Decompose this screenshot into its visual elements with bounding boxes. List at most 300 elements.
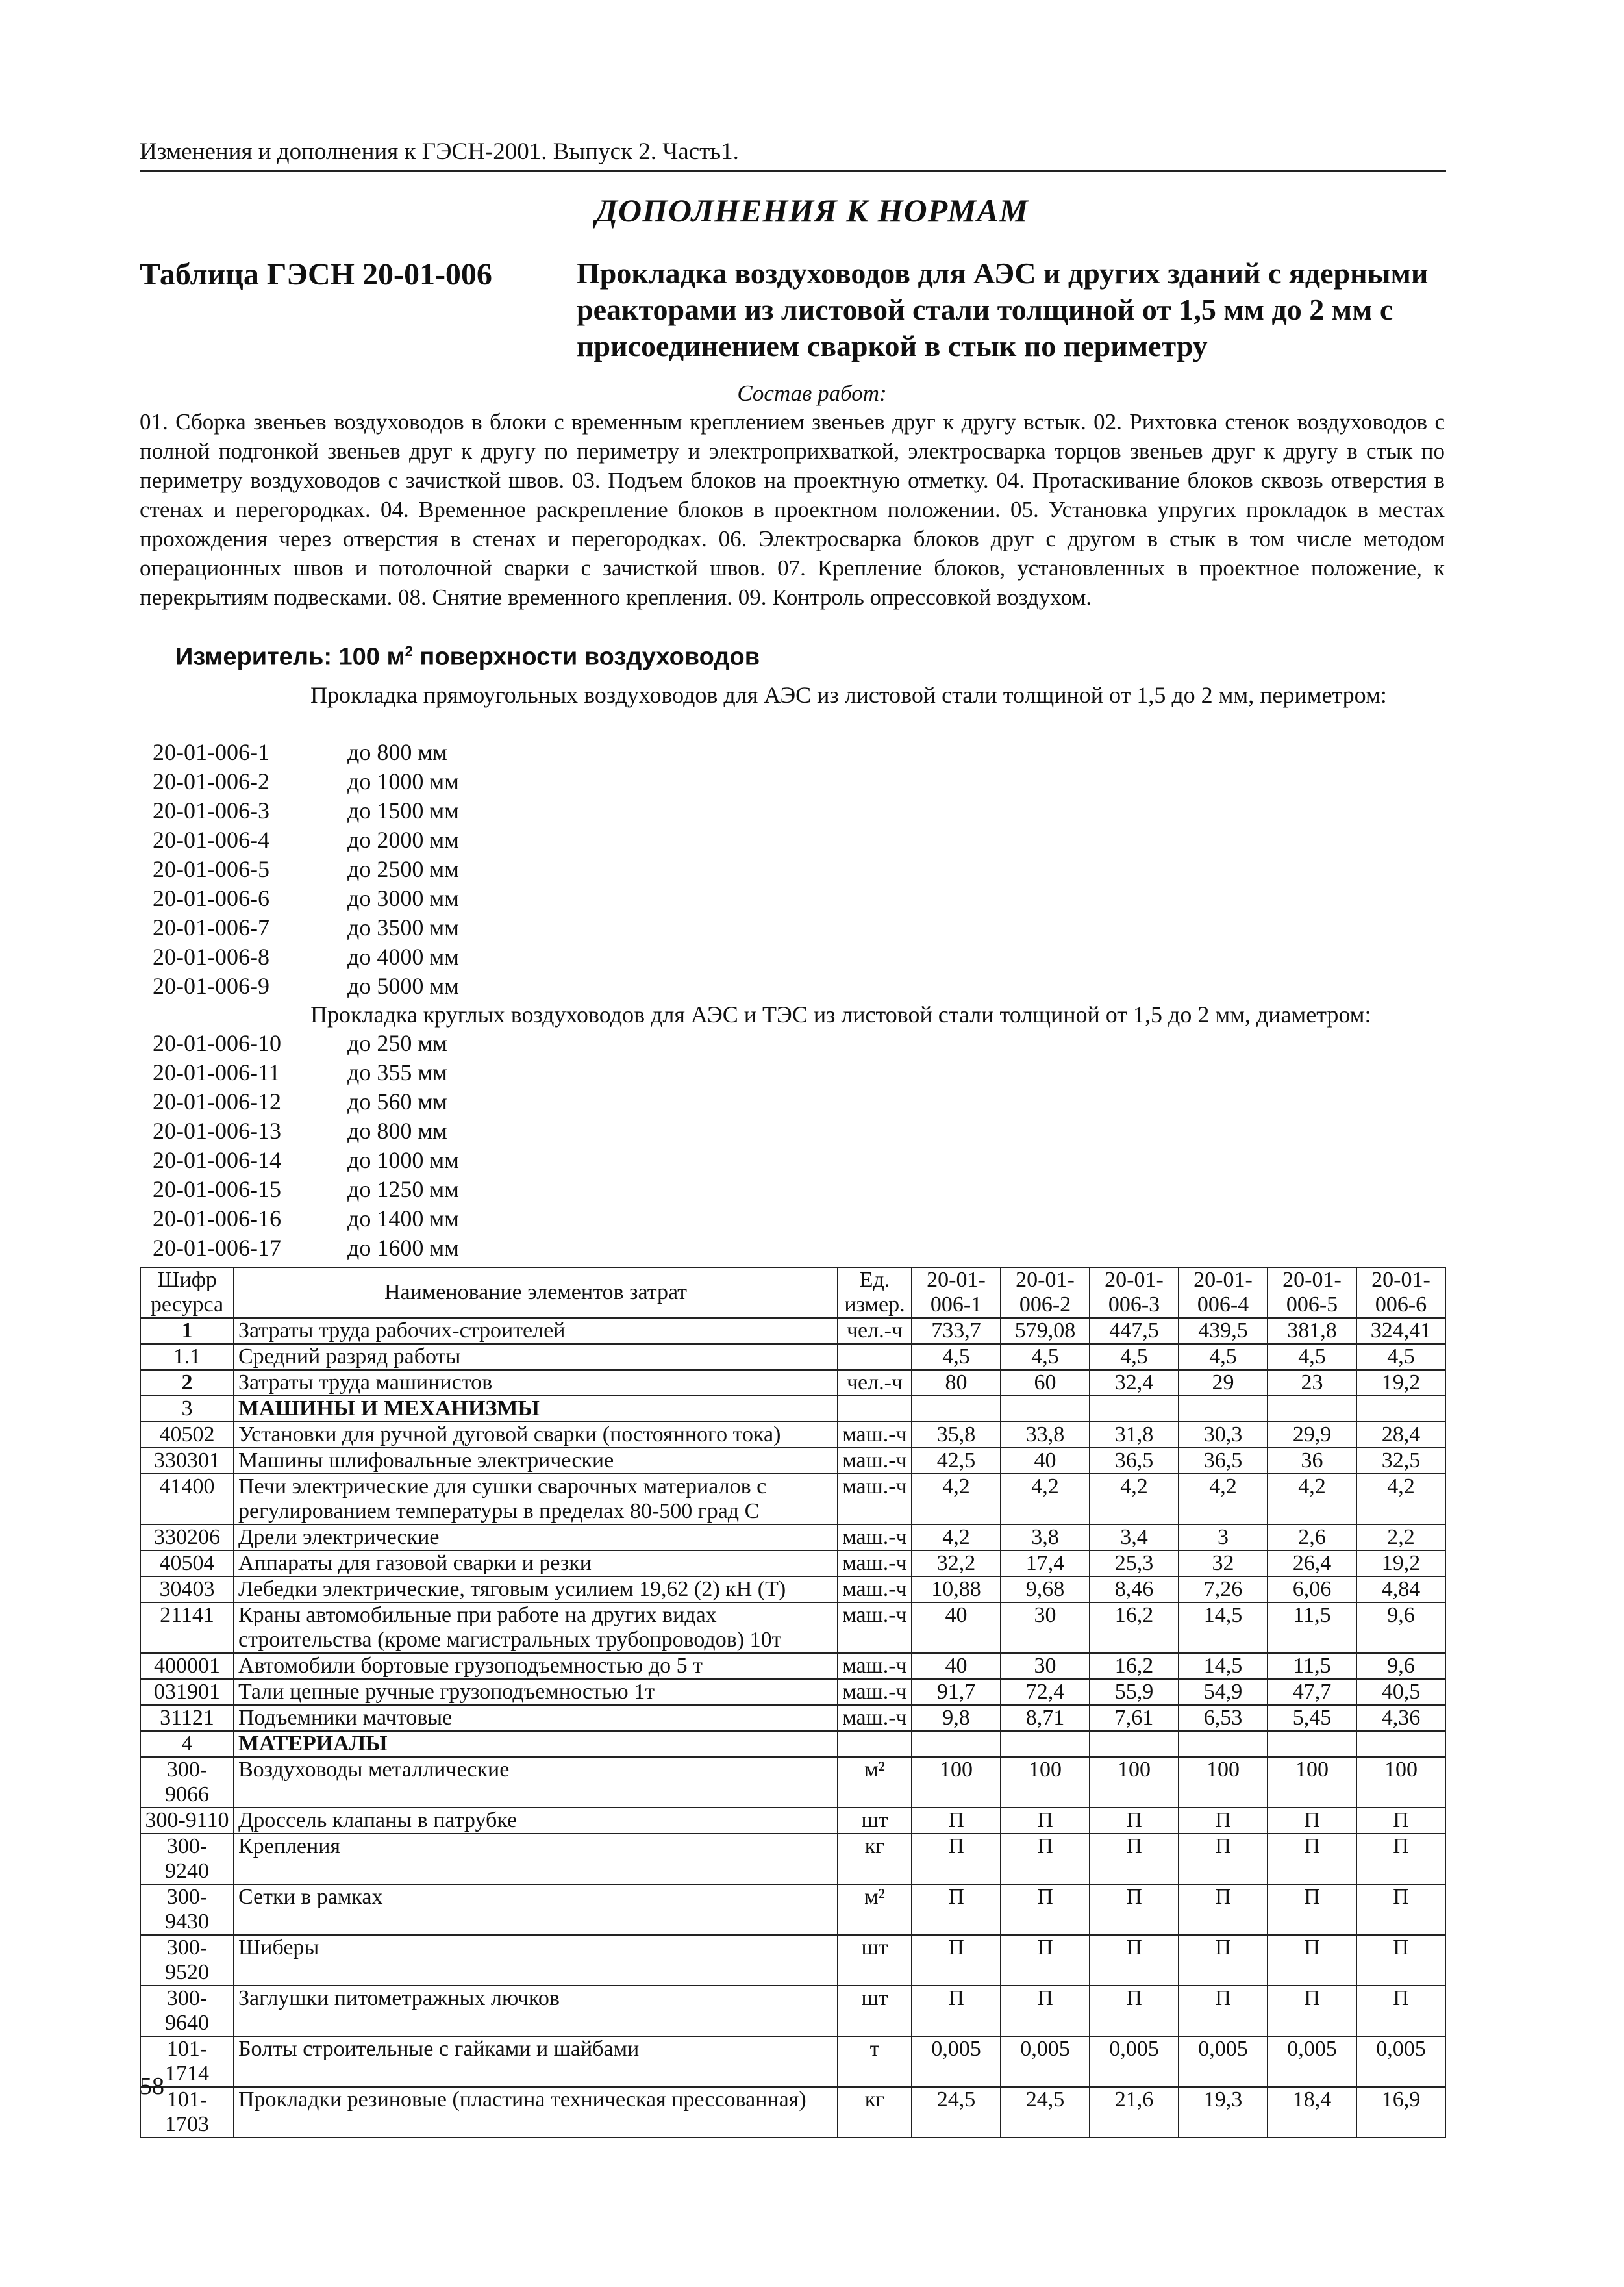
cell-value [1268, 1731, 1356, 1757]
cell-value: 47,7 [1268, 1679, 1356, 1705]
cell-value: 8,71 [1001, 1705, 1090, 1731]
table-body [140, 1318, 1445, 2138]
cell-value: 32,2 [912, 1550, 1001, 1576]
item-code: 20-01-006-16 [153, 1206, 281, 1232]
cell-value: 439,5 [1179, 1318, 1268, 1344]
table-row [140, 1576, 1445, 1602]
cell-value [912, 1731, 1001, 1757]
table-header-row [140, 1267, 1445, 1318]
cell-code: 40504 [140, 1550, 234, 1576]
cell-value: 4,5 [1179, 1344, 1268, 1370]
cell-value: 447,5 [1090, 1318, 1179, 1344]
cell-value: П [1268, 1834, 1356, 1884]
cell-code: 3 [140, 1396, 234, 1422]
cell-value: 23 [1268, 1370, 1356, 1396]
cell-value: 100 [912, 1757, 1001, 1808]
cell-value: П [1090, 1834, 1179, 1884]
cell-value: 26,4 [1268, 1550, 1356, 1576]
cell-value: 16,9 [1356, 2087, 1445, 2138]
header-col-2: 20-01-006-2 [1001, 1267, 1090, 1318]
list-item [153, 1029, 459, 1058]
cell-value: П [1356, 1935, 1445, 1986]
list-item [153, 796, 459, 826]
cell-value: 11,5 [1268, 1602, 1356, 1653]
cell-value: 54,9 [1179, 1679, 1268, 1705]
cell-value [1090, 1731, 1179, 1757]
cell-value: 100 [1268, 1757, 1356, 1808]
cell-value: П [1356, 1986, 1445, 2036]
cell-name: Сетки в рамках [234, 1884, 838, 1935]
cell-value: 100 [1179, 1757, 1268, 1808]
item-label: до 1500 мм [347, 798, 459, 824]
table-row [140, 1884, 1445, 1935]
cell-value: 60 [1001, 1370, 1090, 1396]
group-rectangular-intro: Прокладка прямоугольных воздуховодов для АЭС из листовой стали толщиной от 1,5 до 2 мм, периметром: [310, 682, 1387, 708]
cell-value: 100 [1001, 1757, 1090, 1808]
cell-value: П [912, 1808, 1001, 1834]
header-col-5: 20-01-006-5 [1268, 1267, 1356, 1318]
cell-name: Затраты труда машинистов [234, 1370, 838, 1396]
cell-value: 0,005 [1356, 2036, 1445, 2087]
cell-value: П [1268, 1884, 1356, 1935]
cell-value: 4,2 [1179, 1474, 1268, 1524]
cell-code: 1 [140, 1318, 234, 1344]
item-code: 20-01-006-8 [153, 944, 269, 970]
cell-unit: шт [838, 1808, 912, 1834]
list-item [153, 1175, 459, 1204]
cell-value: 19,2 [1356, 1370, 1445, 1396]
table-row [140, 1679, 1445, 1705]
cell-value: 4,5 [1268, 1344, 1356, 1370]
cell-value: П [912, 1834, 1001, 1884]
cell-code: 330301 [140, 1448, 234, 1474]
cell-value: П [1179, 1834, 1268, 1884]
cell-unit: м² [838, 1757, 912, 1808]
page-number: 58 [140, 2073, 164, 2100]
cell-value: П [912, 1935, 1001, 1986]
cell-name: Дрели электрические [234, 1524, 838, 1550]
cell-value: 0,005 [912, 2036, 1001, 2087]
cell-name: Печи электрические для сушки сварочных материалов с регулированием температуры в пределах 80-500 град С [234, 1474, 838, 1524]
item-label: до 1000 мм [347, 1147, 459, 1173]
cell-value: 11,5 [1268, 1653, 1356, 1679]
list-item [153, 1087, 459, 1117]
cell-value: 4,2 [912, 1524, 1001, 1550]
table-row [140, 1834, 1445, 1884]
cell-code: 400001 [140, 1653, 234, 1679]
cell-value: 3 [1179, 1524, 1268, 1550]
cell-value: П [1001, 1808, 1090, 1834]
table-row [140, 1602, 1445, 1653]
cell-unit: кг [838, 1834, 912, 1884]
item-code: 20-01-006-1 [153, 739, 269, 765]
cell-value: П [1268, 1986, 1356, 2036]
cell-code: 300-9520 [140, 1935, 234, 1986]
item-label: до 1000 мм [347, 768, 459, 794]
cell-code: 101-1714 [140, 2036, 234, 2087]
cell-name: Шиберы [234, 1935, 838, 1986]
cell-code: 40502 [140, 1422, 234, 1448]
cell-code: 300-9066 [140, 1757, 234, 1808]
cell-value: 32,5 [1356, 1448, 1445, 1474]
cell-value: П [1356, 1808, 1445, 1834]
cell-value: 30,3 [1179, 1422, 1268, 1448]
table-row [140, 1808, 1445, 1834]
cell-name: Затраты труда рабочих-строителей [234, 1318, 838, 1344]
cell-value: 40 [912, 1653, 1001, 1679]
list-item [153, 826, 459, 855]
cell-value: 42,5 [912, 1448, 1001, 1474]
cell-name: Средний разряд работы [234, 1344, 838, 1370]
cell-value: 24,5 [1001, 2087, 1090, 2138]
cell-value: 32,4 [1090, 1370, 1179, 1396]
table-row [140, 1935, 1445, 1986]
item-label: до 560 мм [347, 1089, 447, 1115]
item-code: 20-01-006-12 [153, 1089, 281, 1115]
table-row [140, 1550, 1445, 1576]
cell-value: 19,3 [1179, 2087, 1268, 2138]
cell-unit: чел.-ч [838, 1370, 912, 1396]
cell-value: 14,5 [1179, 1602, 1268, 1653]
cell-value: 33,8 [1001, 1422, 1090, 1448]
cell-code: 300-9640 [140, 1986, 234, 2036]
cell-value: 8,46 [1090, 1576, 1179, 1602]
measure-suffix: поверхности воздуховодов [412, 643, 760, 671]
cell-value: 72,4 [1001, 1679, 1090, 1705]
cell-name: Болты строительные с гайками и шайбами [234, 2036, 838, 2087]
cell-value: 24,5 [912, 2087, 1001, 2138]
item-code: 20-01-006-9 [153, 973, 269, 999]
group-rectangular-list [153, 738, 459, 1001]
cell-value: 3,4 [1090, 1524, 1179, 1550]
item-label: до 2500 мм [347, 856, 459, 882]
cell-value: П [912, 1986, 1001, 2036]
item-code: 20-01-006-4 [153, 827, 269, 853]
cell-value: 91,7 [912, 1679, 1001, 1705]
cell-unit [838, 1396, 912, 1422]
item-label: до 355 мм [347, 1059, 447, 1085]
list-item [153, 1058, 459, 1087]
cell-value [1356, 1731, 1445, 1757]
cell-name: Машины шлифовальные электрические [234, 1448, 838, 1474]
item-label: до 800 мм [347, 1118, 447, 1144]
item-code: 20-01-006-14 [153, 1147, 281, 1173]
cell-value: 4,2 [1001, 1474, 1090, 1524]
cell-value: 36 [1268, 1448, 1356, 1474]
cell-value: 28,4 [1356, 1422, 1445, 1448]
cell-value: 9,6 [1356, 1602, 1445, 1653]
cell-value: П [1090, 1986, 1179, 2036]
cell-code: 31121 [140, 1705, 234, 1731]
cell-unit: маш.-ч [838, 1576, 912, 1602]
cell-value: 7,26 [1179, 1576, 1268, 1602]
cell-value [1356, 1396, 1445, 1422]
cell-value [1001, 1731, 1090, 1757]
cell-value: 4,2 [912, 1474, 1001, 1524]
cell-value: 100 [1356, 1757, 1445, 1808]
cell-value: 0,005 [1268, 2036, 1356, 2087]
table-row [140, 1474, 1445, 1524]
table-row [140, 1344, 1445, 1370]
cell-code: 4 [140, 1731, 234, 1757]
cell-name: Прокладки резиновые (пластина техническая прессованная) [234, 2087, 838, 2138]
cell-value: П [1179, 1808, 1268, 1834]
cell-unit: маш.-ч [838, 1550, 912, 1576]
list-item [153, 1204, 459, 1233]
cell-unit: кг [838, 2087, 912, 2138]
item-label: до 3500 мм [347, 915, 459, 941]
cell-value: П [1090, 1808, 1179, 1834]
cell-code: 300-9430 [140, 1884, 234, 1935]
cell-name: Аппараты для газовой сварки и резки [234, 1550, 838, 1576]
composition-title: Состав работ: [737, 381, 887, 406]
cell-value: 80 [912, 1370, 1001, 1396]
cell-unit: маш.-ч [838, 1474, 912, 1524]
group-round-list [153, 1029, 459, 1263]
cell-value: 0,005 [1001, 2036, 1090, 2087]
cell-unit: т [838, 2036, 912, 2087]
header-code: Шифр ресурса [140, 1267, 234, 1318]
cell-value: 2,6 [1268, 1524, 1356, 1550]
cell-name: Автомобили бортовые грузоподъемностью до 5 т [234, 1653, 838, 1679]
item-code: 20-01-006-3 [153, 798, 269, 824]
cell-value [1179, 1396, 1268, 1422]
cell-value: 324,41 [1356, 1318, 1445, 1344]
cell-value: 17,4 [1001, 1550, 1090, 1576]
list-item [153, 1233, 459, 1263]
cell-value: П [1090, 1935, 1179, 1986]
cell-value: 9,6 [1356, 1653, 1445, 1679]
cell-value: 5,45 [1268, 1705, 1356, 1731]
cost-table [140, 1267, 1446, 2138]
cell-value [912, 1396, 1001, 1422]
header-unit: Ед. измер. [838, 1267, 912, 1318]
header-col-3: 20-01-006-3 [1090, 1267, 1179, 1318]
cell-value: 16,2 [1090, 1602, 1179, 1653]
cell-name: Тали цепные ручные грузоподъемностью 1т [234, 1679, 838, 1705]
item-label: до 1600 мм [347, 1235, 459, 1261]
table-row [140, 1524, 1445, 1550]
section-title: ДОПОЛНЕНИЯ К НОРМАМ [595, 192, 1029, 229]
cell-unit: м² [838, 1884, 912, 1935]
cell-value: 19,2 [1356, 1550, 1445, 1576]
item-code: 20-01-006-13 [153, 1118, 281, 1144]
cell-value: 31,8 [1090, 1422, 1179, 1448]
cell-value: П [1179, 1884, 1268, 1935]
table-row [140, 1757, 1445, 1808]
measure-prefix: Измеритель: 100 м [175, 643, 405, 671]
cell-name: МАШИНЫ И МЕХАНИЗМЫ [234, 1396, 838, 1422]
item-label: до 1250 мм [347, 1176, 459, 1202]
list-item [153, 942, 459, 972]
cell-unit: маш.-ч [838, 1448, 912, 1474]
cell-value: 3,8 [1001, 1524, 1090, 1550]
cell-name: Подъемники мачтовые [234, 1705, 838, 1731]
cell-value [1179, 1731, 1268, 1757]
cell-unit: шт [838, 1935, 912, 1986]
list-item [153, 855, 459, 884]
list-item [153, 913, 459, 942]
cell-code: 41400 [140, 1474, 234, 1524]
cell-value: 381,8 [1268, 1318, 1356, 1344]
cell-value: 4,2 [1268, 1474, 1356, 1524]
table-row [140, 1370, 1445, 1396]
cell-value: 9,68 [1001, 1576, 1090, 1602]
list-item [153, 1146, 459, 1175]
list-item [153, 972, 459, 1001]
cell-value: П [1268, 1808, 1356, 1834]
cell-value: 25,3 [1090, 1550, 1179, 1576]
cell-value: 10,88 [912, 1576, 1001, 1602]
cell-value: П [1001, 1884, 1090, 1935]
cell-value: 40 [1001, 1448, 1090, 1474]
cell-value: 100 [1090, 1757, 1179, 1808]
item-code: 20-01-006-17 [153, 1235, 281, 1261]
list-item [153, 767, 459, 796]
header-col-4: 20-01-006-4 [1179, 1267, 1268, 1318]
cell-code: 2 [140, 1370, 234, 1396]
item-code: 20-01-006-6 [153, 885, 269, 911]
header-col-1: 20-01-006-1 [912, 1267, 1001, 1318]
measure-sup: 2 [405, 643, 413, 659]
cell-code: 101-1703 [140, 2087, 234, 2138]
table-row [140, 2036, 1445, 2087]
table-row [140, 1448, 1445, 1474]
item-code: 20-01-006-15 [153, 1176, 281, 1202]
cell-value: П [1001, 1986, 1090, 2036]
table-title: Прокладка воздуховодов для АЭС и других зданий с ядерными реакторами из листовой стали толщиной от 1,5 мм до 2 мм с присоединением сваркой в стык по периметру [577, 257, 1429, 362]
cell-name: МАТЕРИАЛЫ [234, 1731, 838, 1757]
cell-value: 9,8 [912, 1705, 1001, 1731]
cell-value: 32 [1179, 1550, 1268, 1576]
list-item [153, 884, 459, 913]
cell-value: П [1268, 1935, 1356, 1986]
cell-value: П [1356, 1834, 1445, 1884]
cell-value: П [1179, 1935, 1268, 1986]
item-label: до 4000 мм [347, 944, 459, 970]
cell-code: 300-9110 [140, 1808, 234, 1834]
item-code: 20-01-006-7 [153, 915, 269, 941]
cell-value: 36,5 [1179, 1448, 1268, 1474]
cell-unit: чел.-ч [838, 1318, 912, 1344]
cell-value: 36,5 [1090, 1448, 1179, 1474]
cell-code: 031901 [140, 1679, 234, 1705]
cell-code: 1.1 [140, 1344, 234, 1370]
header-rule [140, 170, 1446, 172]
cell-value: П [1090, 1884, 1179, 1935]
item-code: 20-01-006-5 [153, 856, 269, 882]
cell-value: 16,2 [1090, 1653, 1179, 1679]
cell-value: 29,9 [1268, 1422, 1356, 1448]
table-code: Таблица ГЭСН 20-01-006 [140, 257, 492, 292]
item-label: до 250 мм [347, 1030, 447, 1056]
cell-name: Краны автомобильные при работе на других видах строительства (кроме магистральных трубопроводов) 10т [234, 1602, 838, 1653]
cell-value [1090, 1396, 1179, 1422]
table-row [140, 1396, 1445, 1422]
cell-value: 579,08 [1001, 1318, 1090, 1344]
cell-unit [838, 1731, 912, 1757]
cell-code: 330206 [140, 1524, 234, 1550]
cell-unit: маш.-ч [838, 1705, 912, 1731]
table-row [140, 1731, 1445, 1757]
cell-value: 6,06 [1268, 1576, 1356, 1602]
cell-unit: маш.-ч [838, 1422, 912, 1448]
cell-value: 14,5 [1179, 1653, 1268, 1679]
measure-unit [175, 643, 760, 672]
cell-value: 6,53 [1179, 1705, 1268, 1731]
cell-value: 0,005 [1090, 2036, 1179, 2087]
item-label: до 2000 мм [347, 827, 459, 853]
cell-unit: маш.-ч [838, 1653, 912, 1679]
cell-value: 4,5 [912, 1344, 1001, 1370]
cell-value: П [1001, 1935, 1090, 1986]
item-label: до 3000 мм [347, 885, 459, 911]
header-col-6: 20-01-006-6 [1356, 1267, 1445, 1318]
cell-value: П [1001, 1834, 1090, 1884]
table-row [140, 1705, 1445, 1731]
cell-value [1001, 1396, 1090, 1422]
cell-value: 30 [1001, 1653, 1090, 1679]
cell-name: Дроссель клапаны в патрубке [234, 1808, 838, 1834]
cell-value: 4,5 [1001, 1344, 1090, 1370]
cell-value: 0,005 [1179, 2036, 1268, 2087]
cell-unit: маш.-ч [838, 1602, 912, 1653]
cell-value: 21,6 [1090, 2087, 1179, 2138]
cell-name: Лебедки электрические, тяговым усилием 19,62 (2) кН (Т) [234, 1576, 838, 1602]
cell-value: 29 [1179, 1370, 1268, 1396]
group-round-intro: Прокладка круглых воздуховодов для АЭС и ТЭС из листовой стали толщиной от 1,5 до 2 мм, диаметром: [310, 1002, 1371, 1028]
cell-value: 733,7 [912, 1318, 1001, 1344]
cell-unit: маш.-ч [838, 1679, 912, 1705]
cell-value: 4,5 [1090, 1344, 1179, 1370]
cell-code: 30403 [140, 1576, 234, 1602]
cell-name: Заглушки питометражных лючков [234, 1986, 838, 2036]
cell-name: Воздуховоды металлические [234, 1757, 838, 1808]
cell-unit: шт [838, 1986, 912, 2036]
cell-unit: маш.-ч [838, 1524, 912, 1550]
composition-text: 01. Сборка звеньев воздуховодов в блоки с временным креплением звеньев друг к другу встык. 02. Рихтовка стенок воздуховодов с полной подгонкой звеньев друг к другу по периметру и электроприхваткой, электросварка торцов звеньев друг к другу в стык по периметру воздуховодов с зачисткой швов. 03. Подъем блоков на проектную отметку. 04. Протаскивание блоков сквозь отверстия в стенах и перегородках. 04. Временное раскрепление блоков в проектном положении. 05. Установка упругих прокладок в местах прохождения через отверстия в стенах и перегородках. 06. Электросварка блоков друг с другом в стык в том числе методом операционных швов и потолочной сварки с зачисткой швов. 07. Крепление блоков, установленных в проектное положение, к перекрытиям подвесками. 08. Снятие временного крепления. 09. Контроль опрессовкой воздухом. [140, 409, 1445, 610]
table-row [140, 1318, 1445, 1344]
cell-code: 21141 [140, 1602, 234, 1653]
item-code: 20-01-006-10 [153, 1030, 281, 1056]
cell-value: 4,2 [1356, 1474, 1445, 1524]
list-item [153, 1117, 459, 1146]
running-head: Изменения и дополнения к ГЭСН-2001. Выпуск 2. Часть1. [140, 138, 739, 165]
cell-code: 300-9240 [140, 1834, 234, 1884]
cell-value: 40 [912, 1602, 1001, 1653]
cell-value: 4,36 [1356, 1705, 1445, 1731]
item-label: до 1400 мм [347, 1206, 459, 1232]
cell-value: П [912, 1884, 1001, 1935]
cell-unit [838, 1344, 912, 1370]
header-name: Наименование элементов затрат [234, 1267, 838, 1318]
item-code: 20-01-006-11 [153, 1059, 281, 1085]
cell-value: 4,2 [1090, 1474, 1179, 1524]
item-label: до 5000 мм [347, 973, 459, 999]
cell-value: 30 [1001, 1602, 1090, 1653]
cell-value: 35,8 [912, 1422, 1001, 1448]
item-code: 20-01-006-2 [153, 768, 269, 794]
cell-value: 55,9 [1090, 1679, 1179, 1705]
table-row [140, 2087, 1445, 2138]
cell-name: Крепления [234, 1834, 838, 1884]
cell-value: 4,5 [1356, 1344, 1445, 1370]
list-item [153, 738, 459, 767]
cell-value [1268, 1396, 1356, 1422]
cell-value: П [1356, 1884, 1445, 1935]
table-row [140, 1422, 1445, 1448]
cell-value: 4,84 [1356, 1576, 1445, 1602]
